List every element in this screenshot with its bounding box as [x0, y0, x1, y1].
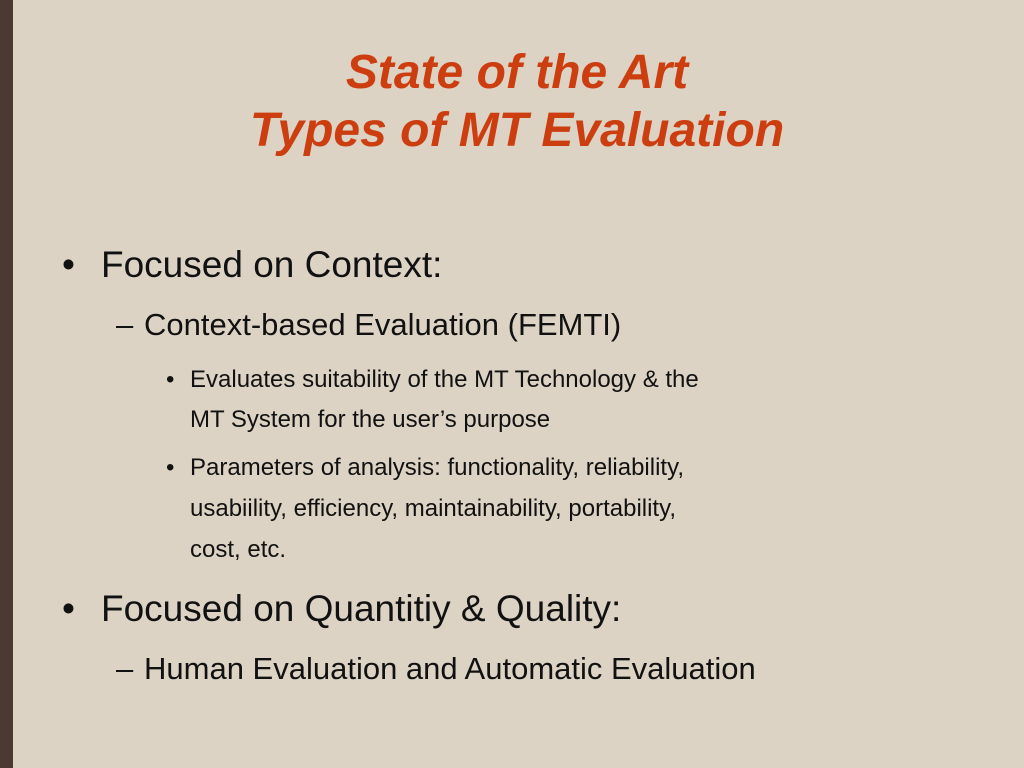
point-line: MT System for the user’s purpose — [190, 406, 551, 433]
bullet-text: Focused on Context: — [101, 244, 443, 285]
point-line: usabiility, efficiency, maintainability, portability, — [190, 495, 676, 522]
sub-item-text: Context-based Evaluation (FEMTI) — [144, 307, 622, 342]
bullet-icon: • — [62, 244, 75, 285]
bullet-text: Focused on Quantitiy & Quality: — [101, 588, 622, 629]
bullet-icon: • — [62, 588, 75, 629]
point-line: Parameters of analysis: functionality, reliability, — [190, 454, 684, 481]
dash-icon: – — [116, 307, 134, 342]
small-bullet-icon: • — [166, 366, 175, 393]
small-bullet-icon: • — [166, 454, 175, 481]
slide-title — [20, 44, 1014, 160]
left-accent-bar — [0, 0, 13, 768]
title-line-2: Types of MT Evaluation — [249, 104, 785, 157]
point-line: Evaluates suitability of the MT Technology & the — [190, 366, 699, 393]
sub-item-text: Human Evaluation and Automatic Evaluation — [144, 651, 756, 686]
dash-icon: – — [116, 651, 134, 686]
point-line: cost, etc. — [190, 536, 287, 563]
title-line-1: State of the Art — [345, 46, 689, 99]
